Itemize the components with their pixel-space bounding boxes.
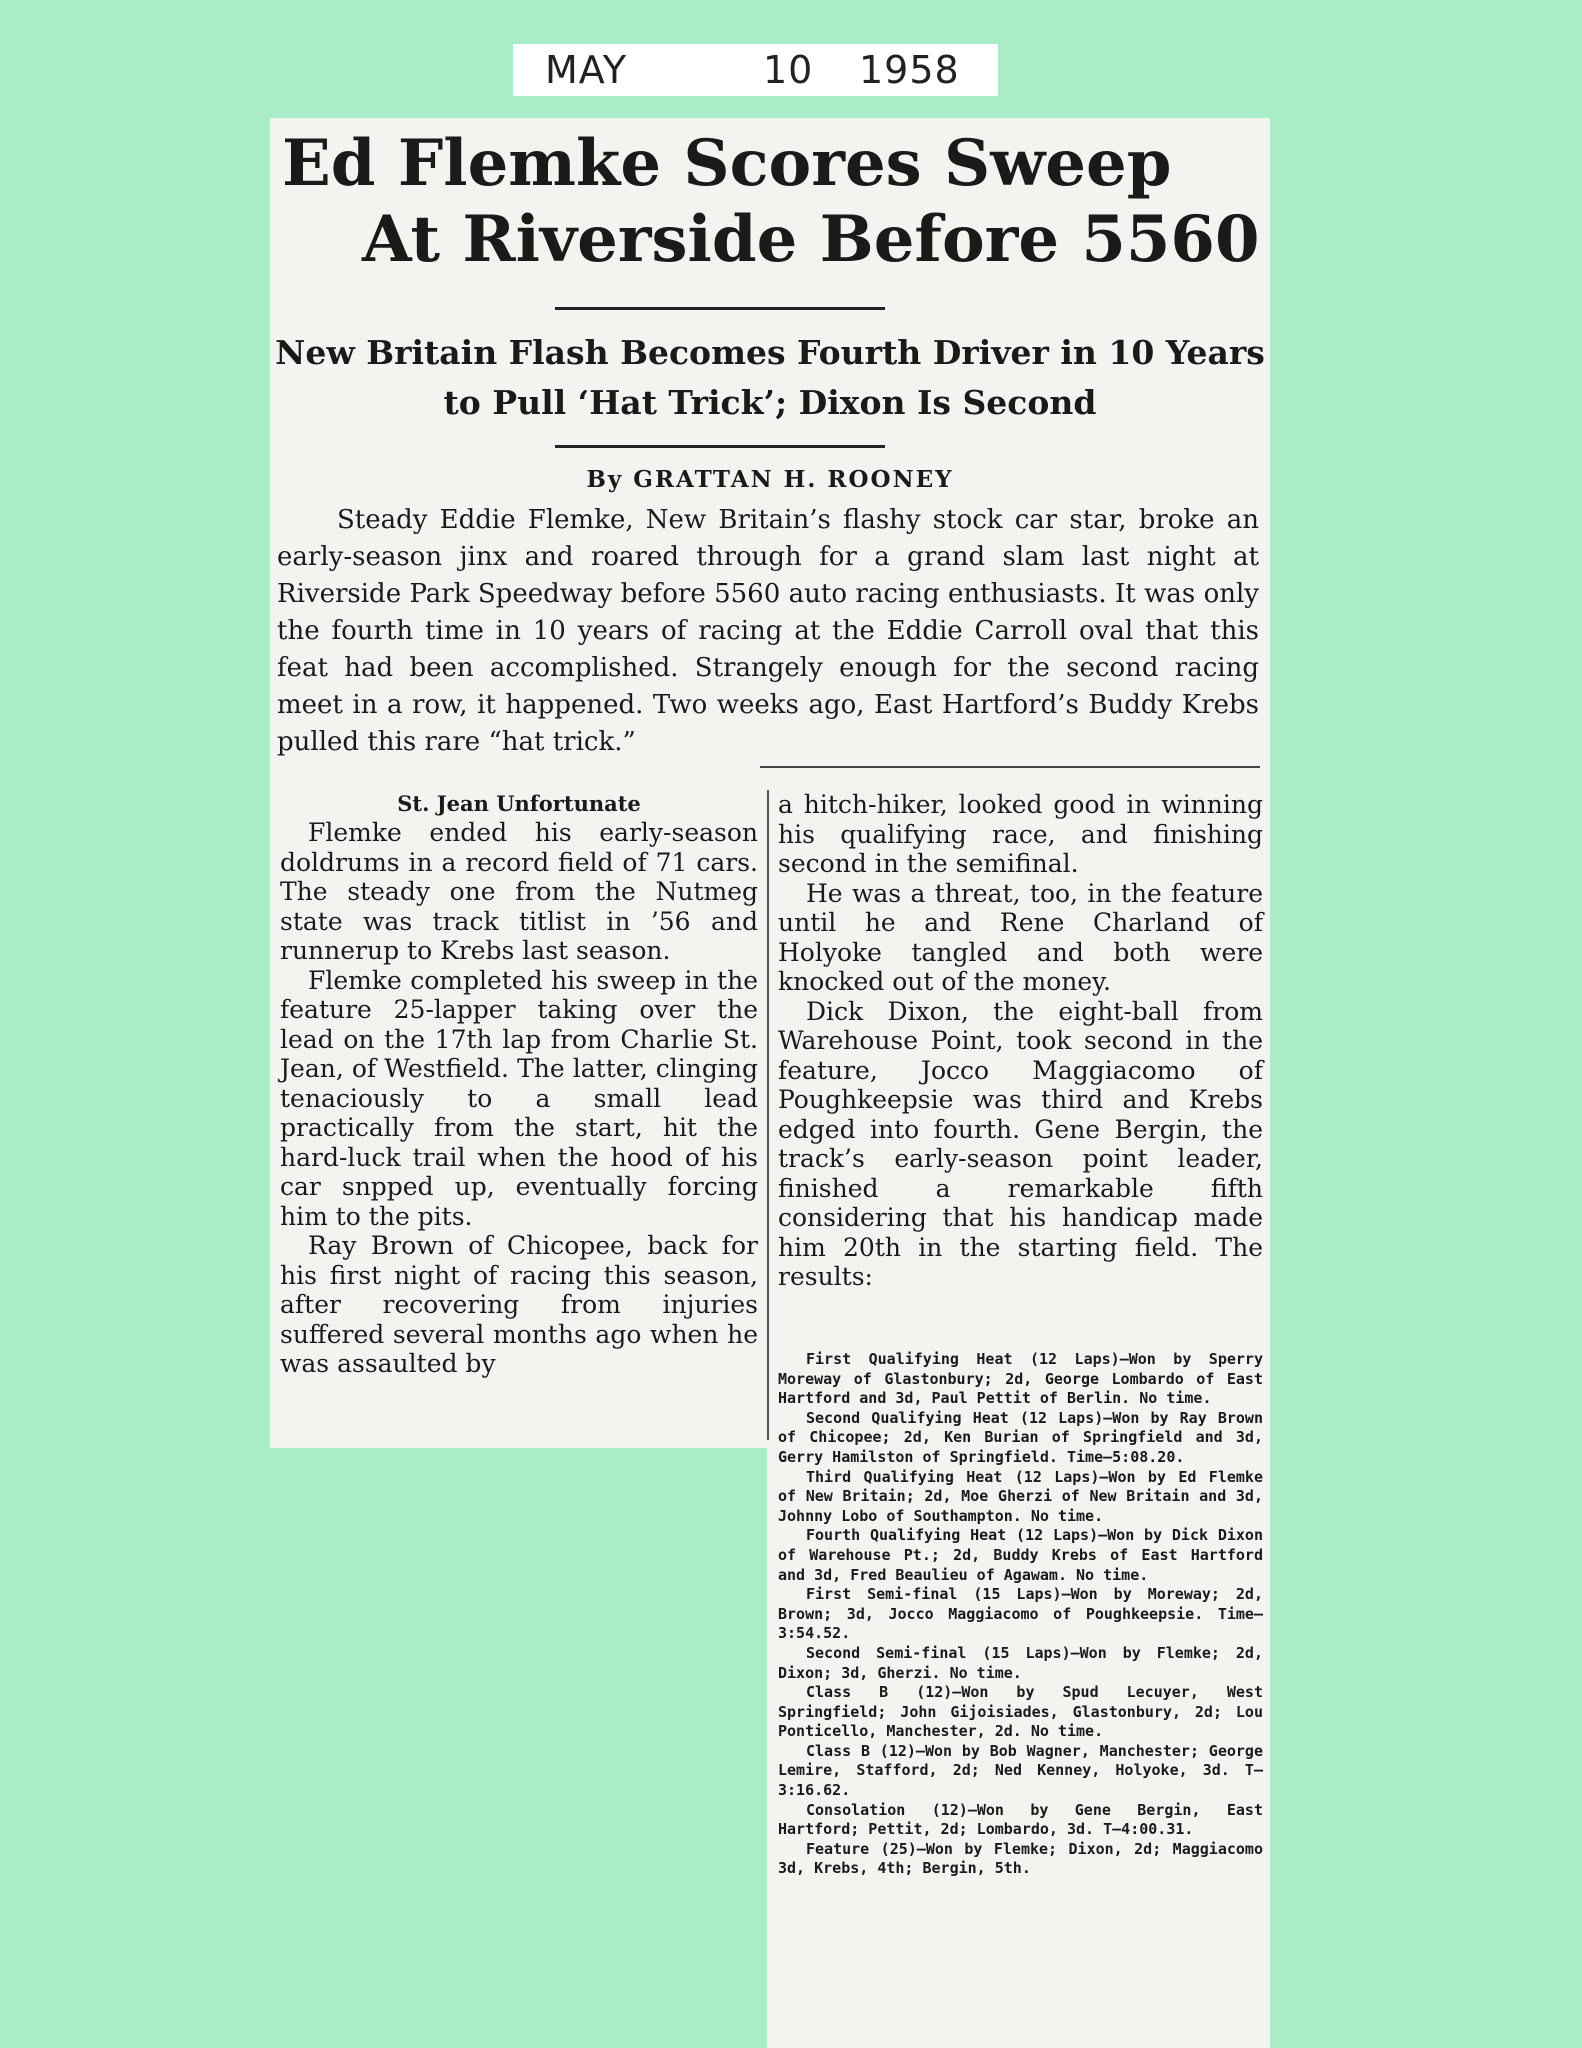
subheadline: New Britain Flash Becomes Fourth Driver in 10 Years to Pull ‘Hat Trick’; Dixon Is Second [275, 333, 1265, 422]
headline-line-1: Ed Flemke Scores Sweep [282, 126, 1172, 201]
result-entry: Second Semi-final (15 Laps)—Won by Flemke; 2d, Dixon; 3d, Gherzi. No time. [778, 1643, 1263, 1682]
lead-paragraph: Steady Eddie Flemke, New Britain’s flashy stock car star, broke an early-season jinx and roared through for a grand slam last night at Riverside Park Speedway before 5560 auto racing enthusiasts. It was only the fourth time in 10 years of racing at the Eddie Carroll oval that this feat had been accomplished. Strangely enough for the second racing meet in a row, it happened. Two weeks ago, East Hartford’s Buddy Krebs pulled this rare “hat trick.” [277, 505, 1259, 757]
headline [270, 126, 1270, 278]
right-column [778, 790, 1263, 1292]
left-paragraph: Flemke completed his sweep in the feature 25-lapper taking over the lead on the 17th lap from Charlie St. Jean, of Westfield. The latter, clinging tenaciously to a small lead practically from the start, hit the hard-luck trail when the hood of his car snpped up, eventually forcing him to the pits. [280, 965, 758, 1231]
result-entry: Class B (12)—Won by Bob Wagner, Manchester; George Lemire, Stafford, 2d; Ned Kenney, Holyoke, 3d. T—3:16.62. [778, 1741, 1263, 1800]
column-top-rule [760, 766, 1260, 768]
result-entry: Third Qualifying Heat (12 Laps)—Won by Ed Flemke of New Britain; 2d, Moe Gherzi of New Britain and 3d, Johnny Lobo of Southampton. No time. [778, 1467, 1263, 1525]
result-entry: Fourth Qualifying Heat (12 Laps)—Won by Dick Dixon of Warehouse Pt.; 2d, Buddy Krebs of East Hartford and 3d, Fred Beaulieu of Agawam. No time. [778, 1526, 1263, 1584]
date-day: 10 [763, 48, 814, 92]
date-year: 1958 [859, 48, 960, 92]
section-head: St. Jean Unfortunate [397, 791, 641, 816]
subheadline-rule [555, 445, 885, 448]
race-results [778, 1350, 1263, 1879]
left-paragraph: Ray Brown of Chicopee, back for his first night of racing this season, after recovering from injuries suffered several months ago when he was assaulted by [280, 1231, 758, 1378]
byline: By GRATTAN H. ROONEY [586, 466, 954, 493]
result-entry: First Qualifying Heat (12 Laps)—Won by Sperry Moreway of Glastonbury; 2d, George Lombardo of East Hartford and 3d, Paul Pettit of Berlin. No time. [778, 1350, 1263, 1408]
result-entry: First Semi-final (15 Laps)—Won by Moreway; 2d, Brown; 3d, Jocco Maggiacomo of Poughkeepsie. Time—3:54.52. [778, 1585, 1263, 1643]
left-column [280, 790, 758, 1379]
column-divider [767, 790, 769, 1440]
result-entry: Feature (25)—Won by Flemke; Dixon, 2d; Maggiacomo 3d, Krebs, 4th; Bergin, 5th. [778, 1839, 1263, 1878]
date-stamp [513, 44, 998, 96]
headline-rule [555, 307, 885, 310]
result-entry: Consolation (12)—Won by Gene Bergin, East Hartford; Pettit, 2d; Lombardo, 3d. T—4:00.31. [778, 1800, 1263, 1839]
result-entry: Second Qualifying Heat (12 Laps)—Won by Ray Brown of Chicopee; 2d, Ken Burian of Springfield and 3d, Gerry Hamilston of Springfield. Time—5:08.20. [778, 1408, 1263, 1466]
result-entry: Class B (12)—Won by Spud Lecuyer, West Springfield; John Gijoisiades, Glastonbury, 2d; Lou Ponticello, Manchester, 2d. No time. [778, 1683, 1263, 1741]
left-paragraph: Flemke ended his early-season doldrums in a record field of 71 cars. The steady one from the Nutmeg state was track titlist in ’56 and runnerup to Krebs last season. [280, 818, 758, 965]
headline-line-2: At Riverside Before 5560 [362, 202, 1260, 277]
right-paragraph: He was a threat, too, in the feature until he and Rene Charland of Holyoke tangled and both were knocked out of the money. [778, 878, 1263, 996]
right-paragraph: Dick Dixon, the eight-ball from Warehouse Point, took second in the feature, Jocco Maggiacomo of Poughkeepsie was third and Krebs edged into fourth. Gene Bergin, the track’s early-season point leader, finished a remarkable fifth considering that his handicap made him 20th in the starting field. The results: [778, 996, 1263, 1291]
date-month: MAY [545, 48, 628, 92]
right-paragraph: a hitch-hiker, looked good in winning his qualifying race, and finishing second in the semifinal. [778, 790, 1263, 878]
